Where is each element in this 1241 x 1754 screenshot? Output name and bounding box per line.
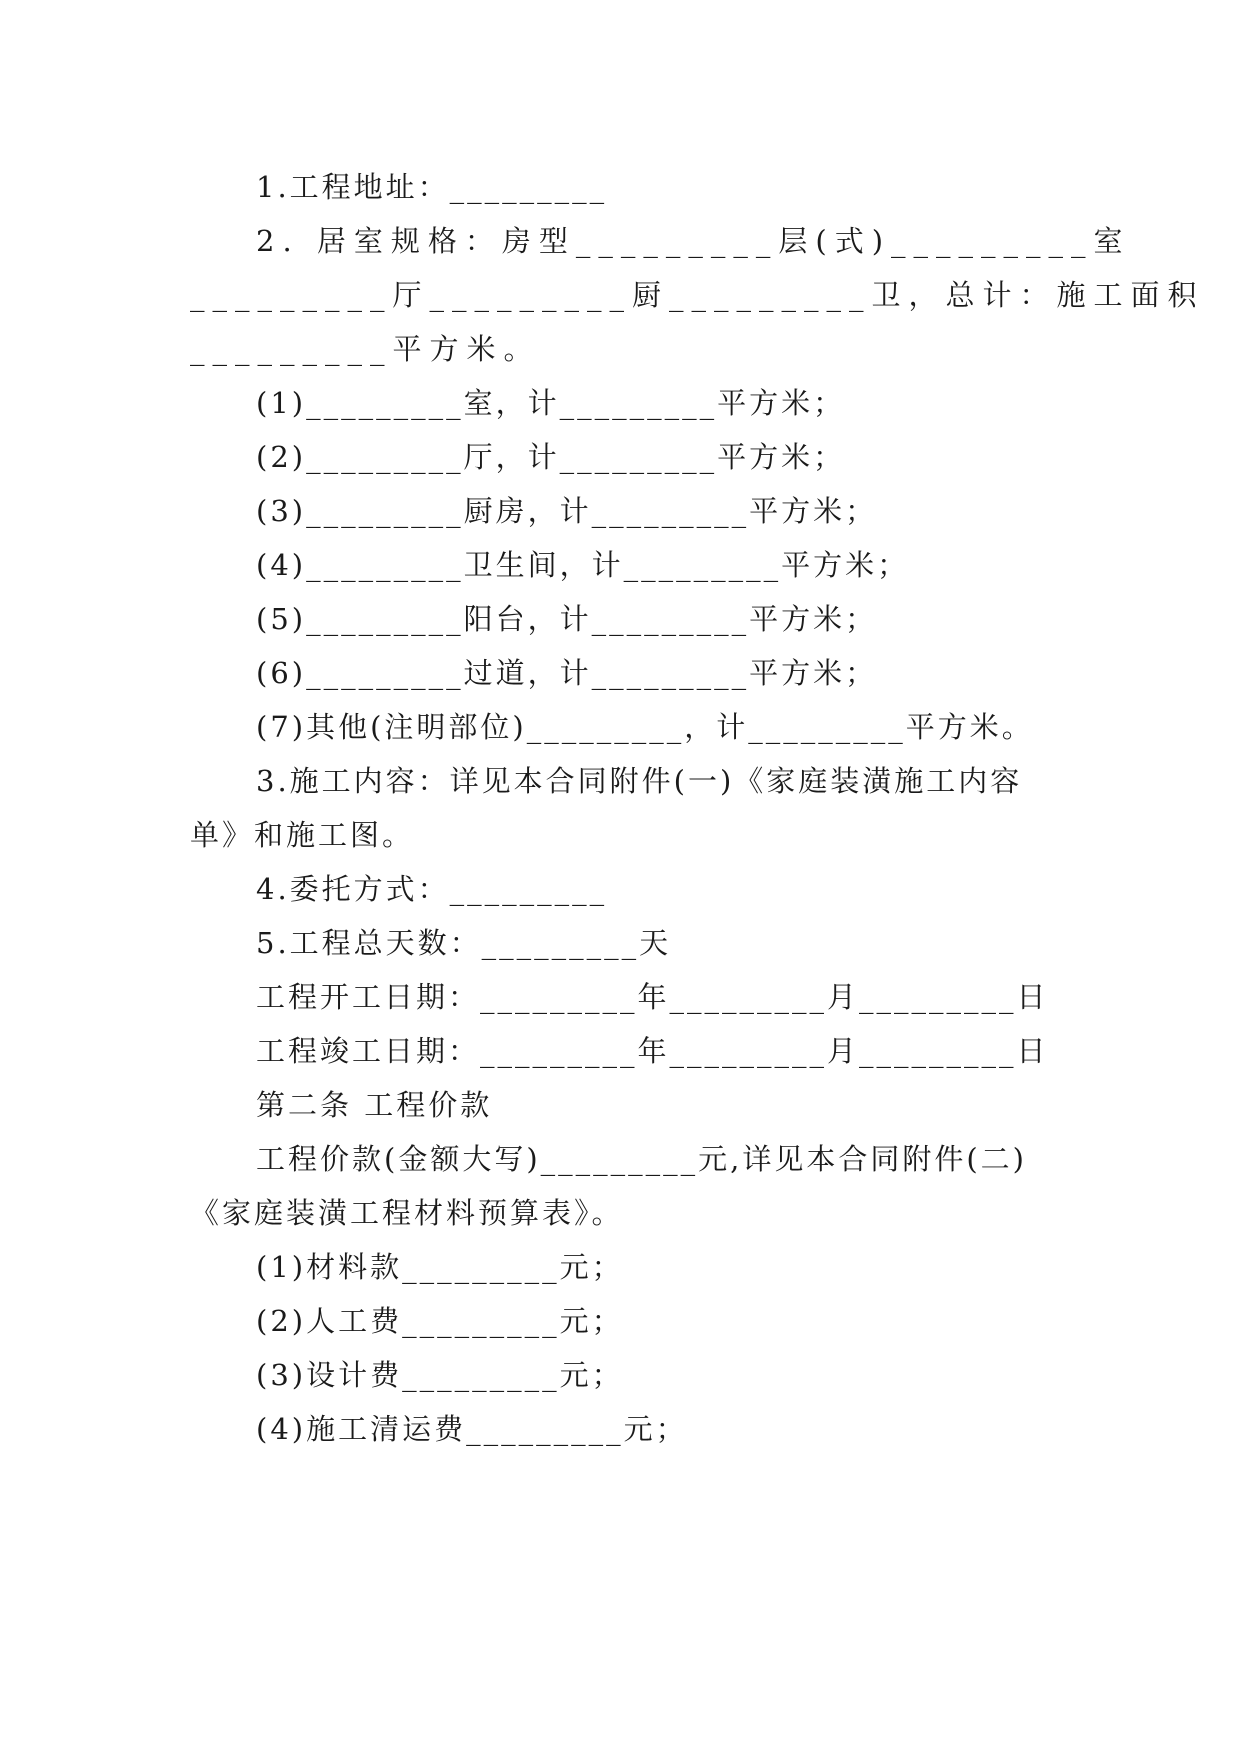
doc-line-item-1: (1)_________室，计_________平方米； [256, 386, 846, 420]
doc-line-start-date: 工程开工日期：_________年_________月_________日 [256, 980, 1049, 1014]
doc-line-item-5: (5)_________阳台，计_________平方米； [256, 602, 878, 636]
doc-line-item-6: (6)_________过道，计_________平方米； [256, 656, 878, 690]
doc-line-construction-content: 3.施工内容：详见本合同附件(一)《家庭装潢施工内容 [256, 764, 1023, 798]
doc-line-item-7: (7)其他(注明部位)_________，计_________平方米。 [256, 710, 1034, 744]
doc-line-labor-cost: (2)人工费_________元； [256, 1304, 624, 1338]
doc-line-room-spec-area: _________平方米。 [190, 332, 541, 366]
doc-line-material-cost: (1)材料款_________元； [256, 1250, 624, 1284]
doc-line-end-date: 工程竣工日期：_________年_________月_________日 [256, 1034, 1049, 1068]
doc-line-room-spec: 2. 居室规格：房型_________层(式)_________室 [256, 224, 1131, 258]
doc-line-item-4: (4)_________卫生间，计_________平方米； [256, 548, 910, 582]
doc-line-construction-content-cont: 单》和施工图。 [190, 818, 415, 852]
doc-line-cleanup-fee: (4)施工清运费_________元； [256, 1412, 688, 1446]
doc-line-project-address: 1.工程地址：_________ [256, 170, 608, 204]
doc-line-design-fee: (3)设计费_________元； [256, 1358, 624, 1392]
doc-line-item-3: (3)_________厨房，计_________平方米； [256, 494, 878, 528]
doc-line-total-days: 5.工程总天数：_________天 [256, 926, 672, 960]
doc-line-project-price-cont: 《家庭装潢工程材料预算表》。 [190, 1196, 624, 1230]
doc-line-commission-method: 4.委托方式：_________ [256, 872, 608, 906]
doc-line-room-spec-cont: _________厅_________厨_________卫，总计：施工面积 [190, 278, 1205, 312]
doc-line-item-2: (2)_________厅，计_________平方米； [256, 440, 846, 474]
doc-section-heading: 第二条 工程价款 [256, 1088, 493, 1122]
doc-line-project-price: 工程价款(金额大写)_________元,详见本合同附件(二) [256, 1142, 1027, 1176]
